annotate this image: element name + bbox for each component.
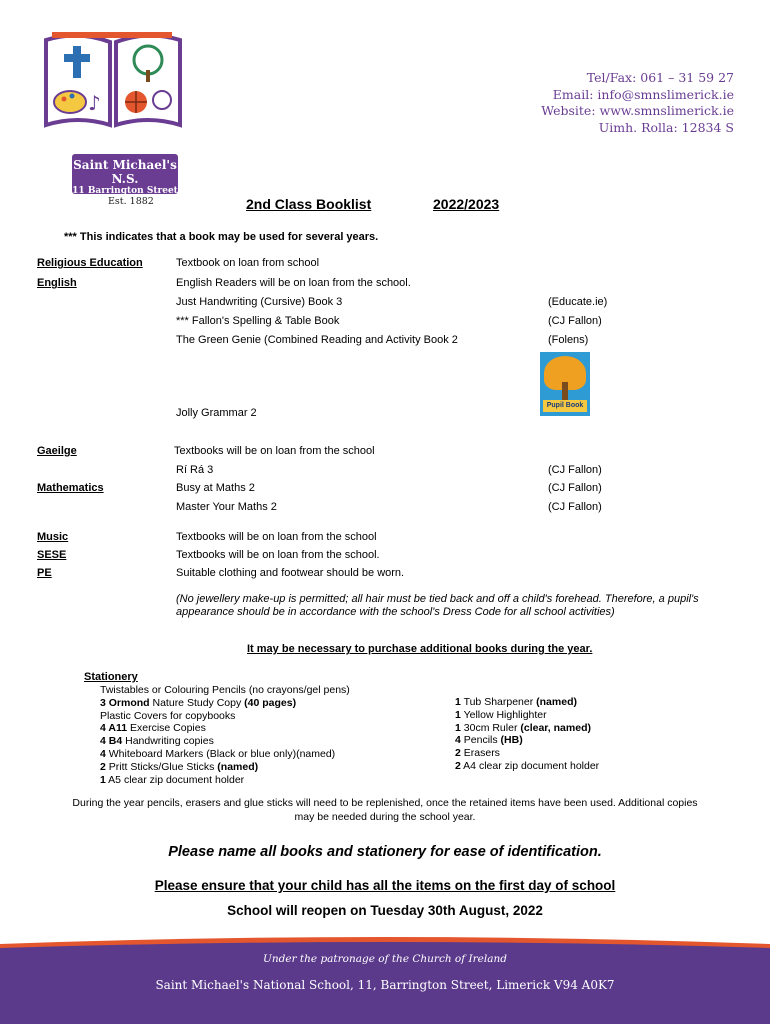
item-text: Yellow Highlighter — [460, 708, 547, 721]
stationery-item — [455, 722, 599, 735]
item-brand: A11 — [105, 722, 128, 735]
publisher: (Educate.ie) — [548, 296, 608, 308]
publisher: (CJ Fallon) — [548, 315, 602, 327]
subject-sese: SESE — [37, 549, 67, 561]
item-annotation: (40 pages) — [241, 696, 297, 709]
telfax-line: Tel/Fax: 061 – 31 59 27 — [586, 70, 734, 85]
subject-gaeilge: Gaeilge — [37, 445, 77, 457]
stationery-item — [455, 734, 599, 747]
item-quantity: 1 — [455, 708, 461, 721]
stationery-item — [100, 774, 350, 787]
item-brand: Ormond — [105, 696, 150, 709]
subject-music: Music — [37, 531, 69, 543]
stationery-item — [455, 747, 599, 760]
item-quantity: 1 — [100, 773, 106, 786]
item-text: A5 clear zip document holder — [105, 773, 245, 786]
please-name-notice: Please name all books and stationery for ease of identification. — [168, 844, 602, 860]
item-text: Pritt Sticks/Glue Sticks — [105, 760, 215, 773]
item-annotation: (HB) — [497, 734, 523, 747]
replenish-line1: During the year pencils, erasers and glue sticks will need to be replenished, once the retained items have been used. Additional copies — [72, 797, 698, 809]
crest-banner — [72, 154, 178, 194]
stationery-item — [100, 761, 350, 774]
publisher: (CJ Fallon) — [548, 464, 602, 476]
crest-address: 11 Barrington Street — [72, 186, 178, 196]
stationery-item — [455, 709, 599, 722]
page-title: 2nd Class Booklist — [246, 196, 372, 212]
stationery-item — [100, 684, 350, 697]
item-quantity: 4 — [100, 735, 106, 748]
pe-item: Suitable clothing and footwear should be worn. — [176, 567, 405, 579]
email-line: Email: info@smnslimerick.ie — [552, 86, 734, 102]
dress-code-note-line2: appearance should be in accordance with the school's Dress Code for all school activities) — [176, 606, 615, 618]
stationery-item — [455, 696, 599, 709]
stationery-list-right — [455, 696, 599, 773]
subject-pe: PE — [37, 567, 52, 579]
stationery-item — [100, 697, 350, 710]
footer-patronage: Under the patronage of the Church of Ireland — [263, 953, 507, 965]
music-item: Textbooks will be on loan from the school — [176, 531, 377, 543]
reopen-notice: School will reopen on Tuesday 30th August, 2022 — [227, 903, 543, 918]
several-years-note: *** This indicates that a book may be used for several years. — [64, 231, 379, 243]
item-quantity: 3 — [100, 696, 106, 709]
item-text: Pencils — [460, 734, 498, 747]
crest-established: Est. 1882 — [108, 196, 154, 207]
item-quantity: 2 — [455, 759, 461, 772]
item-annotation: (clear, named) — [517, 721, 591, 734]
english-readers: English Readers will be on loan from the school. — [176, 277, 411, 289]
item-quantity: 1 — [455, 721, 461, 734]
footer-banner — [0, 936, 770, 1024]
item-annotation: (named) — [533, 696, 577, 708]
replenish-line2: may be needed during the school year. — [294, 810, 476, 823]
dress-code-note-line1: (No jewellery make-up is permitted; all hair must be tied back and off a child's forehead. Therefore, a pupil's — [176, 593, 699, 605]
english-spelling: *** Fallon's Spelling & Table Book — [176, 315, 340, 327]
stationery-list-left — [100, 684, 350, 786]
english-jolly-grammar: Jolly Grammar 2 — [176, 407, 257, 419]
subject-mathematics: Mathematics — [37, 482, 104, 494]
subject-english: English — [37, 277, 77, 289]
roll-number-line: Uimh. Rolla: 12834 S — [598, 119, 734, 135]
please-ensure-notice: Please ensure that your child has all the items on the first day of school — [154, 878, 616, 893]
additional-books-note: It may be necessary to purchase additional books during the year. — [247, 643, 593, 655]
crest-school-name: Saint Michael's N.S. — [73, 158, 177, 186]
item-text: Exercise Copies — [127, 722, 206, 735]
item-quantity: 4 — [455, 734, 461, 747]
item-text: Tub Sharpener — [460, 696, 534, 708]
item-text: Nature Study Copy — [149, 696, 242, 709]
english-handwriting: Just Handwriting (Cursive) Book 3 — [176, 296, 343, 308]
publisher: (Folens) — [548, 334, 589, 346]
maths-master-your-maths: Master Your Maths 2 — [176, 501, 277, 513]
item-quantity: 2 — [100, 760, 106, 773]
maths-busy-at-maths: Busy at Maths 2 — [176, 482, 255, 494]
item-brand: B4 — [105, 735, 123, 748]
stationery-item — [100, 710, 350, 723]
item-text: Twistables or Colouring Pencils (no crayons/gel pens) — [100, 684, 350, 696]
item-text: 30cm Ruler — [460, 721, 518, 734]
item-quantity: 4 — [100, 722, 106, 735]
item-text: Handwriting copies — [122, 735, 214, 748]
school-crest-logo — [38, 30, 188, 207]
publisher: (CJ Fallon) — [548, 482, 602, 494]
book-cover-image — [540, 352, 590, 416]
item-text: Whiteboard Markers (Black or blue only)(named) — [105, 747, 336, 760]
replenish-note — [30, 797, 740, 824]
sese-item: Textbooks will be on loan from the school. — [176, 549, 380, 561]
gaeilge-loan: Textbooks will be on loan from the school — [174, 445, 375, 457]
item-quantity: 1 — [455, 696, 461, 708]
contact-block — [541, 70, 734, 136]
english-green-genie: The Green Genie (Combined Reading and Activity Book 2 — [176, 334, 458, 346]
religious-item: Textbook on loan from school — [176, 257, 320, 269]
publisher: (CJ Fallon) — [548, 501, 602, 513]
item-annotation: (named) — [214, 760, 259, 773]
stationery-item — [100, 735, 350, 748]
stationery-item — [455, 760, 599, 773]
stationery-item — [100, 722, 350, 735]
stationery-title: Stationery — [84, 671, 138, 683]
item-quantity: 4 — [100, 747, 106, 760]
svg-text:♪: ♪ — [88, 91, 101, 115]
school-year: 2022/2023 — [433, 196, 500, 212]
footer-address: Saint Michael's National School, 11, Barrington Street, Limerick V94 A0K7 — [155, 978, 615, 992]
item-text: Erasers — [460, 747, 500, 760]
item-text: A4 clear zip document holder — [460, 759, 600, 772]
stationery-item — [100, 748, 350, 761]
item-text: Plastic Covers for copybooks — [100, 709, 236, 722]
website-line: Website: www.smnslimerick.ie — [541, 103, 734, 118]
item-quantity: 2 — [455, 747, 461, 760]
book-cover-title: Pupil Book — [543, 400, 587, 412]
gaeilge-ri-ra: Rí Rá 3 — [176, 464, 214, 476]
subject-religious: Religious Education — [37, 257, 143, 269]
